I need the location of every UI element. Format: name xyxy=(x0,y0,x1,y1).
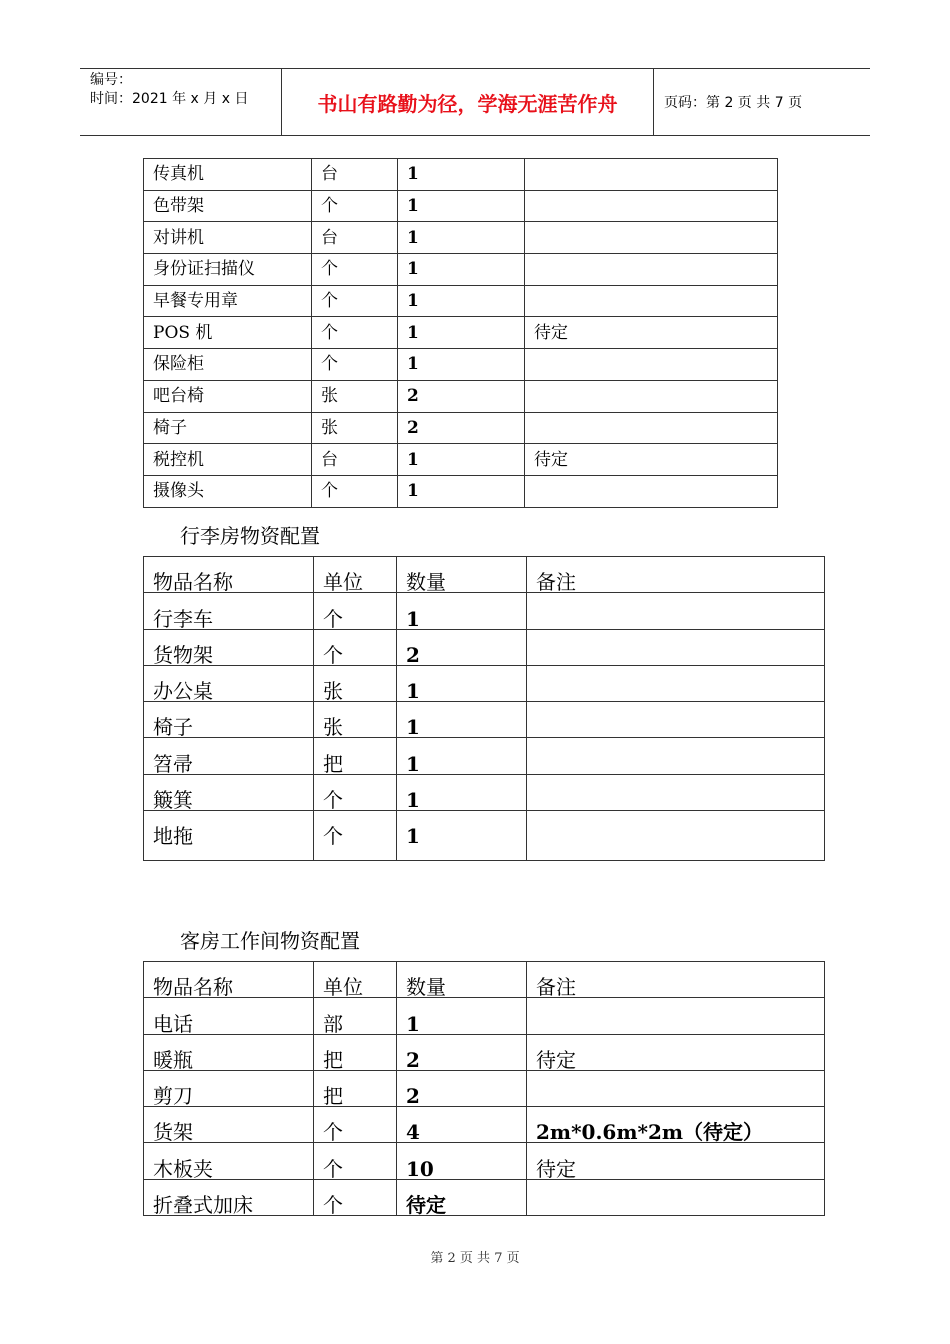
cell-remarks xyxy=(527,665,825,701)
cell-unit: 个 xyxy=(314,1143,397,1179)
cell-unit: 张 xyxy=(312,380,398,412)
table-row xyxy=(144,159,778,191)
cell-unit: 个 xyxy=(312,349,398,381)
document-date: 时间：2021 年 x 月 x 日 xyxy=(90,91,249,107)
cell-item-name: 色带架 xyxy=(144,190,312,222)
cell-item-name: 地拖 xyxy=(144,811,314,861)
table-row xyxy=(144,811,825,861)
cell-item-name: 暖瓶 xyxy=(144,1034,314,1070)
table-row xyxy=(144,380,778,412)
table-row xyxy=(144,190,778,222)
cell-item-name: 椅子 xyxy=(144,702,314,738)
header-unit: 单位 xyxy=(314,962,397,998)
cell-item-name: 笤帚 xyxy=(144,738,314,774)
table-row xyxy=(144,285,778,317)
cell-remarks xyxy=(525,222,778,254)
table-row xyxy=(144,629,825,665)
cell-unit: 个 xyxy=(312,285,398,317)
cell-quantity: 2 xyxy=(398,380,525,412)
cell-remarks xyxy=(525,285,778,317)
table-row xyxy=(144,665,825,701)
cell-item-name: 电话 xyxy=(144,998,314,1034)
cell-quantity: 1 xyxy=(398,444,525,476)
page-header xyxy=(80,68,870,136)
header-quantity: 数量 xyxy=(397,962,527,998)
cell-unit: 台 xyxy=(312,222,398,254)
cell-remarks xyxy=(525,349,778,381)
header-meta xyxy=(80,69,282,135)
cell-remarks xyxy=(525,412,778,444)
cell-quantity: 2 xyxy=(397,1034,527,1070)
cell-quantity: 4 xyxy=(397,1107,527,1143)
cell-unit: 张 xyxy=(314,665,397,701)
table-row xyxy=(144,475,778,507)
header-motto: 书山有路勤为径，学海无涯苦作舟 xyxy=(282,69,654,135)
cell-remarks xyxy=(527,1070,825,1106)
cell-unit: 个 xyxy=(314,593,397,629)
cell-quantity: 1 xyxy=(398,317,525,349)
table-row xyxy=(144,444,778,476)
cell-item-name: 椅子 xyxy=(144,412,312,444)
cell-quantity: 1 xyxy=(397,998,527,1034)
cell-remarks xyxy=(527,702,825,738)
cell-remarks xyxy=(527,998,825,1034)
table-row xyxy=(144,998,825,1034)
cell-unit: 个 xyxy=(314,774,397,810)
cell-unit: 台 xyxy=(312,159,398,191)
header-page-number: 页码：第 2 页 共 7 页 xyxy=(664,95,803,111)
cell-unit: 把 xyxy=(314,1034,397,1070)
housekeeping-room-table xyxy=(143,961,825,1216)
cell-remarks xyxy=(525,190,778,222)
cell-remarks: 2m*0.6m*2m（待定） xyxy=(527,1107,825,1143)
cell-unit: 个 xyxy=(314,1107,397,1143)
header-item-name: 物品名称 xyxy=(144,557,314,593)
cell-unit: 个 xyxy=(312,475,398,507)
cell-unit: 张 xyxy=(312,412,398,444)
cell-quantity: 2 xyxy=(397,1070,527,1106)
equipment-table-continued xyxy=(143,158,778,508)
cell-quantity: 1 xyxy=(398,222,525,254)
cell-item-name: 税控机 xyxy=(144,444,312,476)
cell-quantity: 1 xyxy=(398,475,525,507)
table-row xyxy=(144,593,825,629)
cell-quantity: 1 xyxy=(398,285,525,317)
cell-quantity: 1 xyxy=(398,190,525,222)
cell-item-name: 货架 xyxy=(144,1107,314,1143)
cell-unit: 把 xyxy=(314,738,397,774)
cell-item-name: 身份证扫描仪 xyxy=(144,254,312,286)
table-header-row xyxy=(144,557,825,593)
cell-remarks xyxy=(527,811,825,861)
cell-quantity: 10 xyxy=(397,1143,527,1179)
table-row xyxy=(144,1107,825,1143)
cell-remarks: 待定 xyxy=(525,317,778,349)
cell-remarks xyxy=(527,738,825,774)
cell-quantity: 1 xyxy=(398,349,525,381)
table-row xyxy=(144,222,778,254)
cell-quantity: 1 xyxy=(398,254,525,286)
cell-unit: 张 xyxy=(314,702,397,738)
table-row xyxy=(144,1070,825,1106)
cell-item-name: 办公桌 xyxy=(144,665,314,701)
cell-remarks: 待定 xyxy=(527,1034,825,1070)
cell-quantity: 2 xyxy=(398,412,525,444)
cell-unit: 个 xyxy=(312,317,398,349)
luggage-room-table xyxy=(143,556,825,861)
cell-remarks xyxy=(525,254,778,286)
cell-quantity: 1 xyxy=(397,774,527,810)
cell-item-name: 吧台椅 xyxy=(144,380,312,412)
cell-unit: 个 xyxy=(312,190,398,222)
cell-item-name: 行李车 xyxy=(144,593,314,629)
cell-item-name: 剪刀 xyxy=(144,1070,314,1106)
cell-unit: 个 xyxy=(314,629,397,665)
cell-item-name: 折叠式加床 xyxy=(144,1179,314,1215)
table-row xyxy=(144,738,825,774)
table-row xyxy=(144,412,778,444)
table-row xyxy=(144,702,825,738)
table-header-row xyxy=(144,962,825,998)
cell-unit: 个 xyxy=(314,1179,397,1215)
cell-unit: 部 xyxy=(314,998,397,1034)
header-remarks: 备注 xyxy=(527,557,825,593)
cell-item-name: POS 机 xyxy=(144,317,312,349)
cell-remarks xyxy=(527,1179,825,1215)
cell-quantity: 1 xyxy=(397,811,527,861)
cell-quantity: 待定 xyxy=(397,1179,527,1215)
cell-item-name: 簸箕 xyxy=(144,774,314,810)
table-row xyxy=(144,1034,825,1070)
table-row xyxy=(144,1143,825,1179)
header-item-name: 物品名称 xyxy=(144,962,314,998)
cell-remarks xyxy=(525,159,778,191)
cell-remarks xyxy=(527,593,825,629)
cell-remarks xyxy=(525,475,778,507)
cell-remarks: 待定 xyxy=(525,444,778,476)
cell-remarks xyxy=(525,380,778,412)
page-footer: 第 2 页 共 7 页 xyxy=(430,1251,520,1266)
table-row xyxy=(144,349,778,381)
cell-remarks xyxy=(527,774,825,810)
cell-unit: 个 xyxy=(312,254,398,286)
section-title-luggage-room: 行李房物资配置 xyxy=(180,524,320,548)
cell-item-name: 保险柜 xyxy=(144,349,312,381)
cell-quantity: 2 xyxy=(397,629,527,665)
section-title-housekeeping-room: 客房工作间物资配置 xyxy=(180,929,360,953)
cell-quantity: 1 xyxy=(397,702,527,738)
cell-item-name: 货物架 xyxy=(144,629,314,665)
table-row xyxy=(144,774,825,810)
cell-item-name: 木板夹 xyxy=(144,1143,314,1179)
header-remarks: 备注 xyxy=(527,962,825,998)
cell-quantity: 1 xyxy=(397,665,527,701)
table-row xyxy=(144,317,778,349)
table-row xyxy=(144,1179,825,1215)
cell-unit: 台 xyxy=(312,444,398,476)
cell-quantity: 1 xyxy=(397,593,527,629)
cell-remarks xyxy=(527,629,825,665)
cell-unit: 把 xyxy=(314,1070,397,1106)
document-number-label: 编号： xyxy=(90,72,132,88)
header-quantity: 数量 xyxy=(397,557,527,593)
cell-unit: 个 xyxy=(314,811,397,861)
cell-quantity: 1 xyxy=(398,159,525,191)
cell-quantity: 1 xyxy=(397,738,527,774)
table-row xyxy=(144,254,778,286)
cell-item-name: 传真机 xyxy=(144,159,312,191)
cell-remarks: 待定 xyxy=(527,1143,825,1179)
cell-item-name: 摄像头 xyxy=(144,475,312,507)
header-unit: 单位 xyxy=(314,557,397,593)
cell-item-name: 对讲机 xyxy=(144,222,312,254)
cell-item-name: 早餐专用章 xyxy=(144,285,312,317)
